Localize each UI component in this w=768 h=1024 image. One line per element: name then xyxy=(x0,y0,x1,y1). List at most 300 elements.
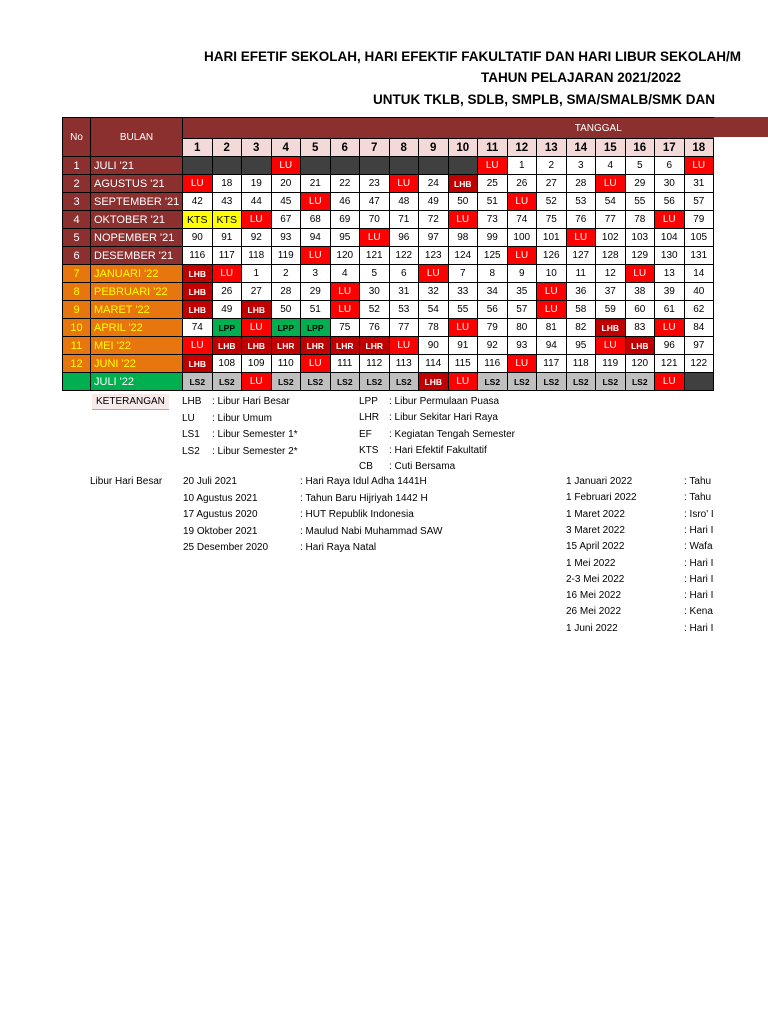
day-cell: LU xyxy=(684,157,714,175)
day-cell xyxy=(448,157,478,175)
day-cell: 99 xyxy=(478,229,508,247)
holiday-description: : Hari I xyxy=(684,557,714,569)
legend-description: : Hari Efektif Fakultatif xyxy=(389,444,487,456)
day-cell: LS2 xyxy=(360,373,390,391)
day-cell: 70 xyxy=(360,211,390,229)
day-cell: LHB xyxy=(183,283,213,301)
day-cell: 26 xyxy=(507,175,537,193)
day-cell: 48 xyxy=(389,193,419,211)
day-cell: LU xyxy=(389,175,419,193)
day-cell: 36 xyxy=(566,283,596,301)
day-cell: 120 xyxy=(330,247,360,265)
holiday-description: : Tahu xyxy=(684,476,712,487)
day-cell: LHB xyxy=(419,373,449,391)
day-cell: 56 xyxy=(655,193,685,211)
day-header: 6 xyxy=(330,139,360,157)
day-cell: 38 xyxy=(625,283,655,301)
day-cell: 84 xyxy=(684,319,714,337)
day-cell: 59 xyxy=(596,301,626,319)
day-cell: KTS xyxy=(183,211,213,229)
day-cell: 54 xyxy=(596,193,626,211)
day-cell: 116 xyxy=(183,247,213,265)
legend-description: : Libur Hari Besar xyxy=(212,396,290,407)
holiday-date: 26 Mei 2022 xyxy=(566,606,622,618)
day-cell: 91 xyxy=(448,337,478,355)
month-name: DESEMBER '21 xyxy=(91,247,183,265)
day-cell: LS2 xyxy=(183,373,213,391)
holiday-description: : Maulud Nabi Muhammad SAW xyxy=(300,525,443,537)
day-cell xyxy=(419,157,449,175)
holiday-date: 10 Agustus 2021 xyxy=(183,492,258,504)
day-cell: 121 xyxy=(360,247,390,265)
table-row xyxy=(63,175,714,193)
day-cell: 35 xyxy=(507,283,537,301)
day-cell xyxy=(389,157,419,175)
holiday-date: 1 Maret 2022 xyxy=(566,508,625,520)
day-cell: 105 xyxy=(684,229,714,247)
day-cell: LU xyxy=(183,175,213,193)
day-cell: LS2 xyxy=(566,373,596,391)
row-number xyxy=(63,373,91,391)
day-header: 13 xyxy=(537,139,567,157)
day-cell: 3 xyxy=(566,157,596,175)
day-cell: 46 xyxy=(330,193,360,211)
day-cell: 53 xyxy=(566,193,596,211)
day-header: 17 xyxy=(655,139,685,157)
day-cell: 1 xyxy=(242,265,272,283)
day-cell: 57 xyxy=(507,301,537,319)
day-cell: 76 xyxy=(566,211,596,229)
day-cell: LHB xyxy=(183,301,213,319)
month-name: JUNI '22 xyxy=(91,355,183,373)
day-cell: 54 xyxy=(419,301,449,319)
holiday-description: : Tahu xyxy=(684,492,712,504)
day-cell xyxy=(301,157,331,175)
day-cell: 75 xyxy=(330,319,360,337)
day-cell: 24 xyxy=(419,175,449,193)
day-cell xyxy=(360,157,390,175)
day-cell: 18 xyxy=(212,175,242,193)
day-cell: LU xyxy=(360,229,390,247)
calendar-table xyxy=(62,117,714,391)
row-number: 1 xyxy=(63,157,91,175)
day-cell: 126 xyxy=(537,247,567,265)
day-cell: LS2 xyxy=(301,373,331,391)
holiday-description: : Hari I xyxy=(684,590,714,602)
day-cell: 7 xyxy=(448,265,478,283)
day-cell: LU xyxy=(537,301,567,319)
day-cell: 90 xyxy=(419,337,449,355)
table-row xyxy=(63,265,714,283)
row-number: 7 xyxy=(63,265,91,283)
day-cell: LU xyxy=(330,283,360,301)
column-header-no: No xyxy=(63,118,91,157)
month-name: JANUARI '22 xyxy=(91,265,183,283)
day-cell: LU xyxy=(448,373,478,391)
day-cell: LHB xyxy=(212,337,242,355)
legend-code: LU xyxy=(182,412,195,424)
table-row xyxy=(63,247,714,265)
row-number: 10 xyxy=(63,319,91,337)
day-cell: 3 xyxy=(301,265,331,283)
day-cell: 124 xyxy=(448,247,478,265)
day-cell: 37 xyxy=(596,283,626,301)
day-cell: 98 xyxy=(448,229,478,247)
day-cell: LS2 xyxy=(212,373,242,391)
day-cell: 56 xyxy=(478,301,508,319)
day-cell: 22 xyxy=(330,175,360,193)
day-header: 2 xyxy=(212,139,242,157)
day-cell: 52 xyxy=(360,301,390,319)
legend-code: EF xyxy=(359,428,372,440)
day-cell: 29 xyxy=(625,175,655,193)
day-cell: LU xyxy=(419,265,449,283)
day-cell: 27 xyxy=(537,175,567,193)
day-cell: LU xyxy=(655,211,685,229)
holiday-description: : Kena xyxy=(684,606,713,618)
day-cell: 4 xyxy=(330,265,360,283)
day-cell: LU xyxy=(301,355,331,373)
day-cell: 50 xyxy=(448,193,478,211)
day-cell: 58 xyxy=(566,301,596,319)
day-cell: 5 xyxy=(360,265,390,283)
day-cell: 79 xyxy=(684,211,714,229)
day-header: 18 xyxy=(684,139,714,157)
day-cell: 2 xyxy=(537,157,567,175)
day-cell: 104 xyxy=(655,229,685,247)
day-cell: LS2 xyxy=(478,373,508,391)
day-cell: LU xyxy=(242,373,272,391)
day-cell: 76 xyxy=(360,319,390,337)
day-cell: 94 xyxy=(537,337,567,355)
legend-code: LS1 xyxy=(182,429,200,440)
day-cell: 127 xyxy=(566,247,596,265)
day-cell: 108 xyxy=(212,355,242,373)
day-cell: LS2 xyxy=(625,373,655,391)
holiday-date: 25 Desember 2020 xyxy=(183,542,269,553)
day-cell: LU xyxy=(448,319,478,337)
day-cell: 117 xyxy=(537,355,567,373)
day-header: 7 xyxy=(360,139,390,157)
day-cell: 103 xyxy=(625,229,655,247)
table-row xyxy=(63,157,714,175)
day-cell: LHR xyxy=(330,337,360,355)
day-cell: LU xyxy=(655,319,685,337)
document-title-line-1: HARI EFETIF SEKOLAH, HARI EFEKTIF FAKULTATIF DAN HARI LIBUR SEKOLAH/M xyxy=(204,49,741,64)
day-cell: 44 xyxy=(242,193,272,211)
holiday-description: : Hari I xyxy=(684,573,714,585)
day-cell: LU xyxy=(183,337,213,355)
day-cell: 26 xyxy=(212,283,242,301)
day-cell xyxy=(330,157,360,175)
day-cell: 116 xyxy=(478,355,508,373)
day-cell xyxy=(242,157,272,175)
day-cell: 55 xyxy=(625,193,655,211)
legend-code: KTS xyxy=(359,444,379,456)
holiday-date: 1 Juni 2022 xyxy=(566,622,618,634)
day-cell xyxy=(183,157,213,175)
day-cell: KTS xyxy=(212,211,242,229)
day-cell: LU xyxy=(655,373,685,391)
day-cell: LU xyxy=(330,301,360,319)
day-cell: 29 xyxy=(301,283,331,301)
day-cell: LHR xyxy=(360,337,390,355)
day-cell: 74 xyxy=(507,211,537,229)
day-cell: 95 xyxy=(566,337,596,355)
day-cell: 57 xyxy=(684,193,714,211)
day-cell: 117 xyxy=(212,247,242,265)
day-cell: 122 xyxy=(389,247,419,265)
holiday-date: 17 Agustus 2020 xyxy=(183,509,258,520)
day-cell: 42 xyxy=(183,193,213,211)
table-row xyxy=(63,229,714,247)
row-number: 8 xyxy=(63,283,91,301)
day-cell: 78 xyxy=(419,319,449,337)
legend-description: : Libur Semester 1* xyxy=(212,429,298,440)
day-cell: 102 xyxy=(596,229,626,247)
month-name: AGUSTUS '21 xyxy=(91,175,183,193)
day-cell: 100 xyxy=(507,229,537,247)
holiday-date: 19 Oktober 2021 xyxy=(183,525,258,537)
day-cell: 61 xyxy=(655,301,685,319)
legend-description: : Libur Semester 2* xyxy=(212,445,298,457)
day-cell: 9 xyxy=(507,265,537,283)
day-cell: 129 xyxy=(625,247,655,265)
legend-description: : Libur Sekitar Hari Raya xyxy=(389,412,498,424)
day-cell: 21 xyxy=(301,175,331,193)
day-header: 10 xyxy=(448,139,478,157)
day-cell: 128 xyxy=(596,247,626,265)
day-cell: 111 xyxy=(330,355,360,373)
table-row xyxy=(63,337,714,355)
row-number: 12 xyxy=(63,355,91,373)
day-cell: 40 xyxy=(684,283,714,301)
day-cell: 31 xyxy=(684,175,714,193)
day-header: 12 xyxy=(507,139,537,157)
day-cell: 68 xyxy=(301,211,331,229)
day-cell: 31 xyxy=(389,283,419,301)
holiday-date: 15 April 2022 xyxy=(566,541,625,553)
day-cell: LS2 xyxy=(389,373,419,391)
legend-code: LS2 xyxy=(182,445,200,457)
day-cell: 45 xyxy=(271,193,301,211)
day-cell: LU xyxy=(271,157,301,175)
month-name: SEPTEMBER '21 xyxy=(91,193,183,211)
day-cell: 28 xyxy=(566,175,596,193)
table-row xyxy=(63,355,714,373)
day-cell: LS2 xyxy=(596,373,626,391)
day-cell: 125 xyxy=(478,247,508,265)
day-cell: 49 xyxy=(419,193,449,211)
day-cell: 97 xyxy=(684,337,714,355)
holiday-description: : Wafa xyxy=(684,541,713,553)
day-cell: 30 xyxy=(655,175,685,193)
day-cell: 25 xyxy=(478,175,508,193)
month-name: JULI '21 xyxy=(91,157,183,175)
table-row xyxy=(63,283,714,301)
day-cell: 28 xyxy=(271,283,301,301)
day-cell: 110 xyxy=(271,355,301,373)
legend-code: CB xyxy=(359,461,373,473)
day-cell: 69 xyxy=(330,211,360,229)
day-cell: 75 xyxy=(537,211,567,229)
day-cell: 130 xyxy=(655,247,685,265)
legend-description: : Kegiatan Tengah Semester xyxy=(389,428,516,440)
day-cell: 12 xyxy=(596,265,626,283)
day-cell: 93 xyxy=(507,337,537,355)
day-cell: 60 xyxy=(625,301,655,319)
day-cell: 118 xyxy=(242,247,272,265)
day-cell: LPP xyxy=(271,319,301,337)
holiday-date: 1 Januari 2022 xyxy=(566,476,633,487)
day-cell: 6 xyxy=(655,157,685,175)
day-cell: 77 xyxy=(389,319,419,337)
legend-title: KETERANGAN xyxy=(92,394,169,410)
day-cell: 72 xyxy=(419,211,449,229)
document-title-line-2: TAHUN PELAJARAN 2021/2022 xyxy=(481,70,682,85)
day-cell: LU xyxy=(448,211,478,229)
holiday-description: : Hari I xyxy=(684,524,714,536)
day-header: 14 xyxy=(566,139,596,157)
day-cell: LS2 xyxy=(537,373,567,391)
day-cell: 119 xyxy=(596,355,626,373)
row-number: 4 xyxy=(63,211,91,229)
day-cell: 91 xyxy=(212,229,242,247)
month-name: PEBRUARI '22 xyxy=(91,283,183,301)
day-cell: 115 xyxy=(448,355,478,373)
day-cell: 10 xyxy=(537,265,567,283)
day-cell: 1 xyxy=(507,157,537,175)
day-header: 4 xyxy=(271,139,301,157)
holiday-description: : Tahun Baru Hijriyah 1442 H xyxy=(300,492,428,504)
day-cell: 32 xyxy=(419,283,449,301)
day-cell: 43 xyxy=(212,193,242,211)
tanggal-label: TANGGAL xyxy=(574,122,622,134)
day-cell: LU xyxy=(212,265,242,283)
day-cell: 120 xyxy=(625,355,655,373)
day-cell: 96 xyxy=(389,229,419,247)
day-cell: LU xyxy=(301,193,331,211)
row-number: 6 xyxy=(63,247,91,265)
table-row xyxy=(63,193,714,211)
day-cell: LS2 xyxy=(330,373,360,391)
day-cell: LHB xyxy=(242,301,272,319)
day-cell: LHR xyxy=(271,337,301,355)
day-cell: 19 xyxy=(242,175,272,193)
day-cell: 131 xyxy=(684,247,714,265)
day-cell: 20 xyxy=(271,175,301,193)
day-cell: LS2 xyxy=(507,373,537,391)
holiday-date: 20 Juli 2021 xyxy=(183,476,237,487)
day-header: 1 xyxy=(183,139,213,157)
day-cell: 8 xyxy=(478,265,508,283)
table-row xyxy=(63,211,714,229)
day-header: 15 xyxy=(596,139,626,157)
day-cell: 121 xyxy=(655,355,685,373)
column-header-tanggal xyxy=(183,118,714,139)
day-cell: LU xyxy=(625,265,655,283)
day-cell: LHB xyxy=(448,175,478,193)
day-cell: 13 xyxy=(655,265,685,283)
day-cell: 92 xyxy=(478,337,508,355)
day-cell: 52 xyxy=(537,193,567,211)
holiday-date: 2-3 Mei 2022 xyxy=(566,573,625,585)
day-cell: LU xyxy=(566,229,596,247)
day-cell: LU xyxy=(507,355,537,373)
day-cell: 33 xyxy=(448,283,478,301)
month-name: APRIL '22 xyxy=(91,319,183,337)
day-cell: 93 xyxy=(271,229,301,247)
day-cell: 67 xyxy=(271,211,301,229)
table-row xyxy=(63,319,714,337)
day-cell: LU xyxy=(389,337,419,355)
day-header: 3 xyxy=(242,139,272,157)
day-cell: LHB xyxy=(596,319,626,337)
day-cell: LS2 xyxy=(271,373,301,391)
holiday-date: 16 Mei 2022 xyxy=(566,590,622,602)
day-cell: 118 xyxy=(566,355,596,373)
legend-description: : Libur Permulaan Puasa xyxy=(389,396,500,407)
day-cell: 83 xyxy=(625,319,655,337)
day-cell: LPP xyxy=(212,319,242,337)
legend-code: LHB xyxy=(182,396,202,407)
day-cell: 71 xyxy=(389,211,419,229)
day-cell: LU xyxy=(507,247,537,265)
day-cell: 96 xyxy=(655,337,685,355)
day-cell: 101 xyxy=(537,229,567,247)
day-cell: LHB xyxy=(625,337,655,355)
tanggal-header-extension xyxy=(712,117,768,137)
day-cell: 39 xyxy=(655,283,685,301)
day-cell: 53 xyxy=(389,301,419,319)
holiday-description: : Hari Raya Natal xyxy=(300,542,377,553)
holiday-date: 1 Mei 2022 xyxy=(566,557,616,569)
day-cell: 23 xyxy=(360,175,390,193)
day-cell: 49 xyxy=(212,301,242,319)
holiday-description: : Hari Raya Idul Adha 1441H xyxy=(300,476,427,487)
row-number: 3 xyxy=(63,193,91,211)
day-cell: 122 xyxy=(684,355,714,373)
day-cell: 51 xyxy=(478,193,508,211)
legend-code: LHR xyxy=(359,412,380,424)
day-cell: 2 xyxy=(271,265,301,283)
month-name: MARET '22 xyxy=(91,301,183,319)
day-cell: 97 xyxy=(419,229,449,247)
day-cell: LPP xyxy=(301,319,331,337)
day-cell: LU xyxy=(596,175,626,193)
day-cell: LU xyxy=(478,157,508,175)
holiday-description: : HUT Republik Indonesia xyxy=(300,509,414,520)
table-row xyxy=(63,301,714,319)
day-header: 16 xyxy=(625,139,655,157)
document-title-line-3: UNTUK TKLB, SDLB, SMPLB, SMA/SMALB/SMK DAN xyxy=(373,92,715,107)
day-cell: 92 xyxy=(242,229,272,247)
day-cell: 47 xyxy=(360,193,390,211)
day-cell: 11 xyxy=(566,265,596,283)
legend-description: : Cuti Bersama xyxy=(389,461,456,473)
holiday-date: 3 Maret 2022 xyxy=(566,524,625,536)
day-cell: LU xyxy=(242,211,272,229)
row-number: 9 xyxy=(63,301,91,319)
day-cell: 51 xyxy=(301,301,331,319)
day-header: 8 xyxy=(389,139,419,157)
day-header: 5 xyxy=(301,139,331,157)
day-cell: 81 xyxy=(537,319,567,337)
row-number: 2 xyxy=(63,175,91,193)
day-cell: 123 xyxy=(419,247,449,265)
day-header: 9 xyxy=(419,139,449,157)
holiday-date: 1 Februari 2022 xyxy=(566,492,637,504)
